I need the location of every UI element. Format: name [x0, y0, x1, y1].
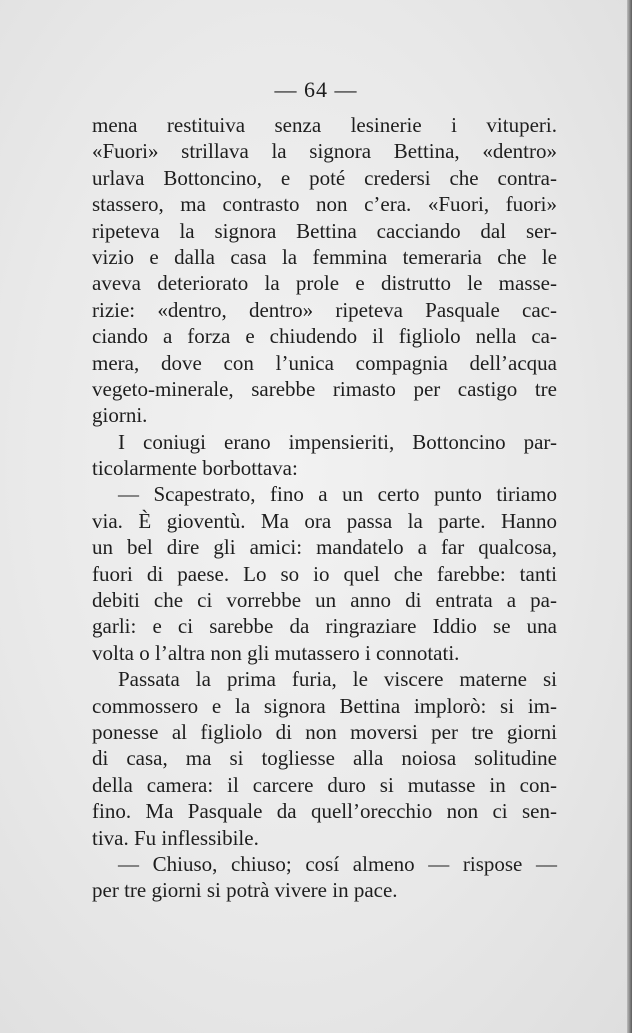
- text-line: per tre giorni si potrà vivere in pace.: [92, 878, 398, 903]
- text-line: ponesse al figliolo di non moversi per tre giorni: [92, 719, 557, 744]
- text-line: — Chiuso, chiuso; cosí almeno — rispose —: [118, 851, 557, 876]
- text-line: rizie: «dentro, dentro» ripeteva Pasquale cac-: [92, 297, 557, 322]
- text-line: — Scapestrato, fino a un certo punto tiriamo: [118, 482, 557, 507]
- text-line: di casa, ma si togliesse alla noiosa solitudine: [92, 746, 557, 771]
- text-line: garli: e ci sarebbe da ringraziare Iddio se una: [92, 614, 557, 639]
- text-line: un bel dire gli amici: mandatelo a far qualcosa,: [92, 535, 557, 560]
- text-line: «Fuori» strillava la signora Bettina, «dentro»: [92, 139, 557, 164]
- text-line: volta o l’altra non gli mutassero i connotati.: [92, 640, 460, 665]
- text-line: Passata la prima furia, le viscere materne si: [118, 667, 557, 692]
- text-line: urlava Bottoncino, e poté credersi che contra-: [92, 165, 557, 190]
- text-line: vizio e dalla casa la femmina temeraria che le: [92, 244, 557, 269]
- text-line: stassero, ma contrasto non c’era. «Fuori, fuori»: [92, 192, 557, 217]
- text-line: via. È gioventù. Ma ora passa la parte. Hanno: [92, 508, 557, 533]
- text-line: giorni.: [92, 403, 148, 428]
- text-line: commossero e la signora Bettina implorò: si im-: [92, 693, 557, 718]
- text-line: debiti che ci vorrebbe un anno di entrata a pa-: [92, 588, 557, 613]
- text-line: I coniugi erano impensieriti, Bottoncino par-: [118, 429, 557, 454]
- text-line: tiva. Fu inflessibile.: [92, 825, 259, 850]
- page-edge-shadow: [627, 0, 632, 1033]
- text-line: della camera: il carcere duro si mutasse in con-: [92, 772, 557, 797]
- text-line: mera, dove con l’unica compagnia dell’acqua: [92, 350, 557, 375]
- text-line: mena restituiva senza lesinerie i vituperi.: [92, 113, 557, 137]
- text-line: ripeteva la signora Bettina cacciando dal ser-: [92, 218, 557, 243]
- page-number: — 64 —: [274, 77, 358, 102]
- text-line: fuori di paese. Lo so io quel che farebbe: tanti: [92, 561, 557, 586]
- text-line: ticolarmente borbottava:: [92, 456, 298, 481]
- text-line: aveva deteriorato la prole e distrutto le masse-: [92, 271, 557, 296]
- body-text: [92, 112, 557, 904]
- text-line: ciando a forza e chiudendo il figliolo nella ca-: [92, 324, 557, 349]
- text-line: vegeto-minerale, sarebbe rimasto per castigo tre: [92, 376, 557, 401]
- text-line: fino. Ma Pasquale da quell’orecchio non ci sen-: [92, 799, 557, 824]
